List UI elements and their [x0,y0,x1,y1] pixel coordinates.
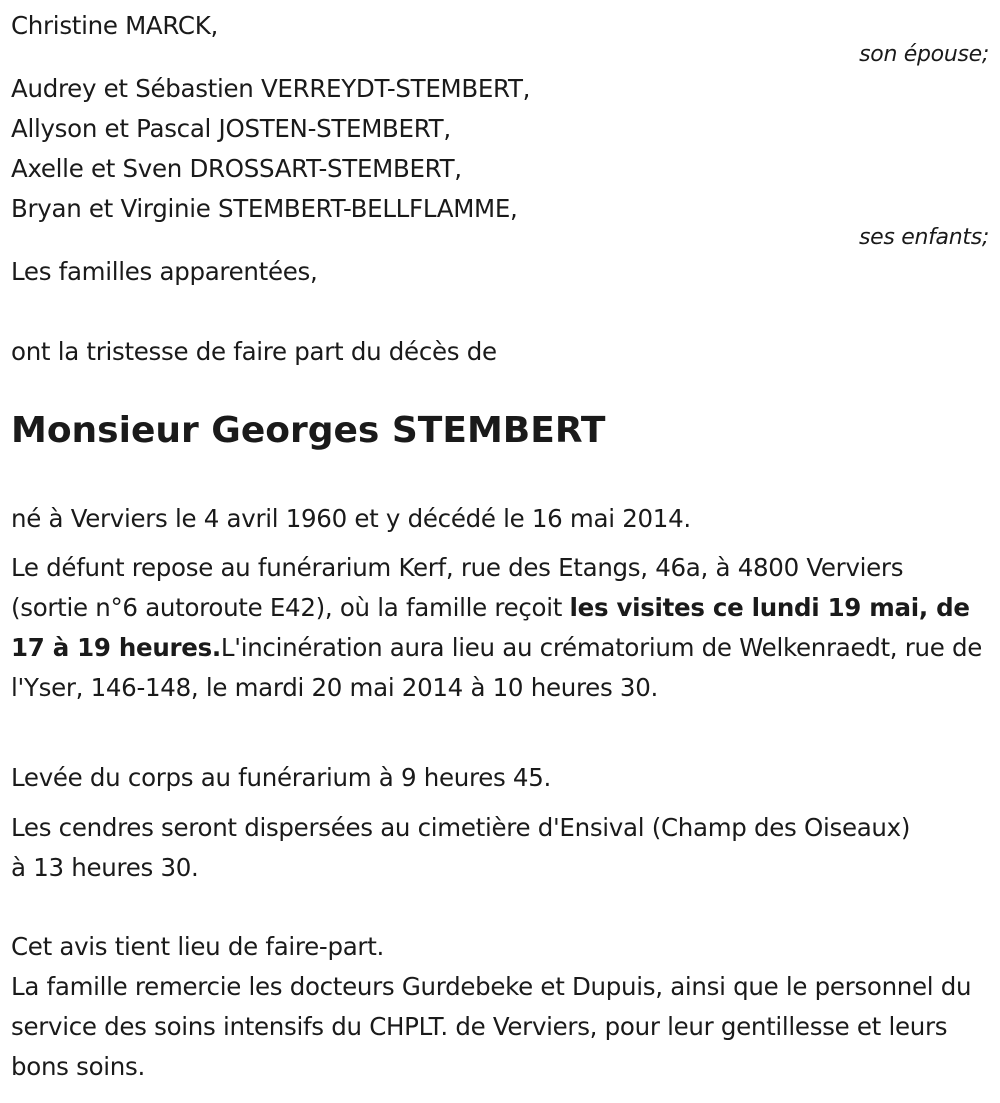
levee-line: Levée du corps au funérarium à 9 heures 45. [11,763,551,792]
spouse-line: Christine MARCK, [11,11,218,40]
spouse-role: son épouse; [859,42,989,67]
visits-text: les visites ce lundi 19 mai, de 17 à 19 heures. [11,593,970,662]
family-section [11,6,989,66]
deceased-name: Monsieur Georges STEMBERT [11,410,606,451]
ashes-paragraph: Les cendres seront dispersées au cimetière d'Ensival (Champ des Oiseaux) à 13 heures 30. [11,813,911,882]
repose-text: Le défunt repose au funérarium Kerf, rue des Etangs, 46a, à 4800 Verviers (sortie n°6 autoroute E42), où la famille reçoit [11,553,904,622]
cremation-text: L'incinération aura lieu au crématorium de Welkenraedt, rue de l'Yser, 146-148, le mardi 20 mai 2014 à 10 heures 30. [11,633,983,702]
birth-death-line: né à Verviers le 4 avril 1960 et y décédé le 16 mai 2014. [11,504,691,533]
child-line: Axelle et Sven DROSSART-STEMBERT, [11,154,462,183]
child-line: Audrey et Sébastien VERREYDT-STEMBERT, [11,74,531,103]
funeral-paragraph [11,548,986,708]
child-line: Allyson et Pascal JOSTEN-STEMBERT, [11,114,451,143]
child-line: Bryan et Virginie STEMBERT-BELLFLAMME, [11,194,518,223]
children-role: ses enfants; [858,225,989,250]
children-list [11,69,989,249]
announcement-line: ont la tristesse de faire part du décès de [11,337,497,366]
thanks-paragraph: La famille remercie les docteurs Gurdebeke et Dupuis, ainsi que le personnel du service des soins intensifs du CHPLT. de Verviers, pour leur gentillesse et leurs bons soins. [11,972,972,1081]
notice-line: Cet avis tient lieu de faire-part. [11,932,384,961]
relatives-line: Les familles apparentées, [11,257,318,286]
